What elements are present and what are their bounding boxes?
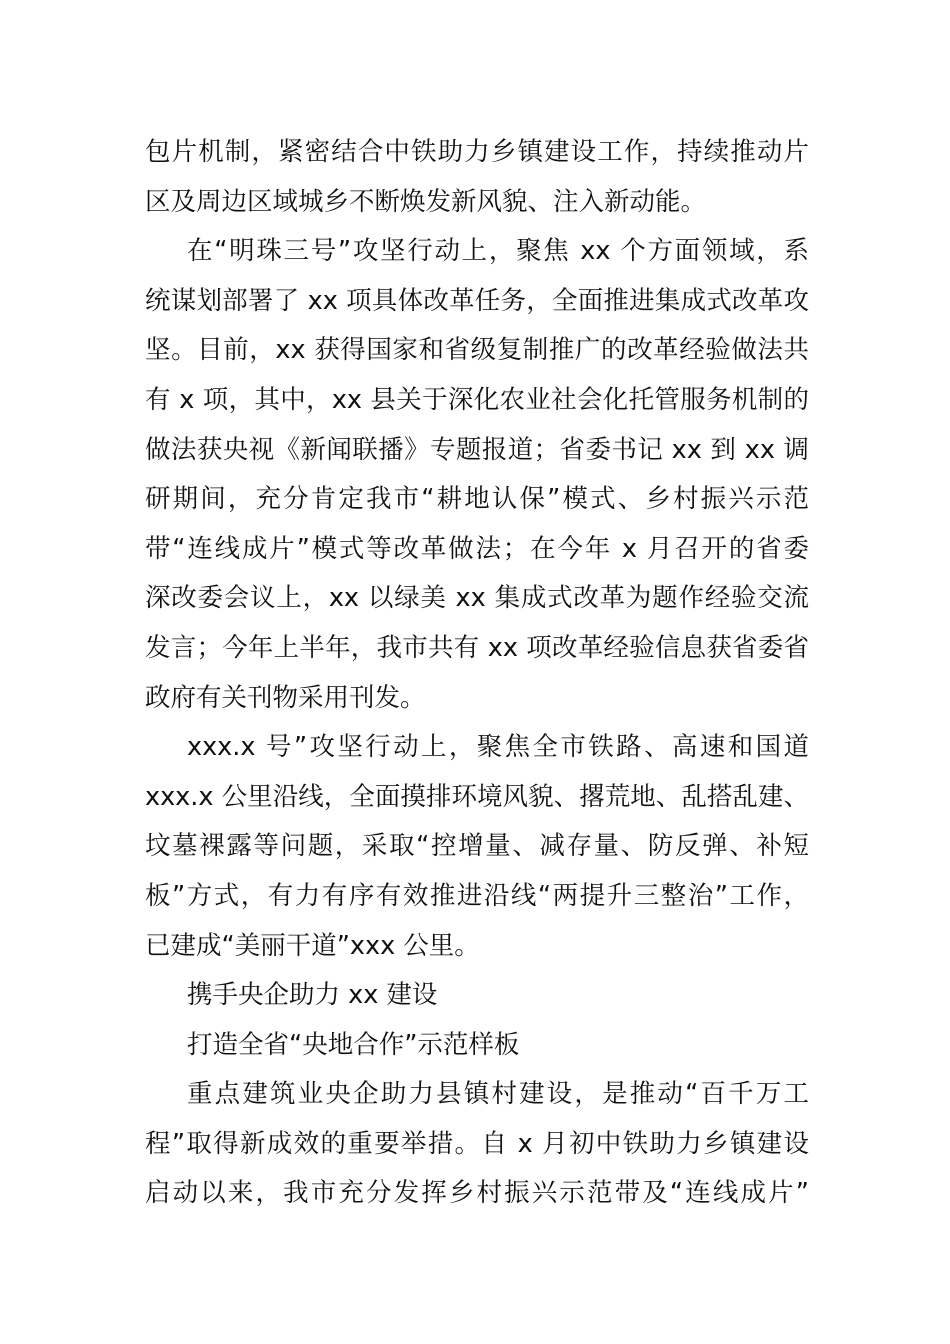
text-line: 启动以来，我市充分发挥乡村振兴示范带及“连线成片” [145, 1178, 809, 1209]
text-line: 研期间，充分肯定我市“耕地认保”模式、乡村振兴示范 [145, 484, 809, 515]
text-line: 坚。目前，xx 获得国家和省级复制推广的改革经验做法共 [145, 335, 809, 366]
section-heading: 携手央企助力 xx 建设 [187, 980, 438, 1011]
section-heading: 打造全省“央地合作”示范样板 [187, 1029, 520, 1060]
paragraph-first-line: xxx.x 号”攻坚行动上，聚焦全市铁路、高速和国道 [187, 732, 809, 763]
text-line: xxx.x 公里沿线，全面摸排环境风貌、撂荒地、乱搭乱建、 [145, 781, 809, 812]
text-line: 有 x 项，其中，xx 县关于深化农业社会化托管服务机制的 [145, 384, 809, 415]
text-line: 深改委会议上，xx 以绿美 xx 集成式改革为题作经验交流 [145, 583, 809, 614]
text-line: 包片机制，紧密结合中铁助力乡镇建设工作，持续推动片 [145, 137, 809, 167]
paragraph-first-line: 在“明珠三号”攻坚行动上，聚焦 xx 个方面领域，系 [187, 236, 809, 267]
text-line: 坟墓裸露等问题，采取“控增量、减存量、防反弹、补短 [145, 831, 809, 862]
document-body [145, 128, 809, 1219]
text-line: 区及周边区域城乡不断焕发新风貌、注入新动能。 [145, 186, 707, 217]
text-line: 程”取得新成效的重要举措。自 x 月初中铁助力乡镇建设 [145, 1128, 809, 1159]
text-line: 板”方式，有力有序有效推进沿线“两提升三整治”工作， [145, 880, 809, 911]
paragraph-first-line: 重点建筑业央企助力县镇村建设，是推动“百千万工 [187, 1079, 809, 1110]
text-line: 政府有关刊物采用刊发。 [145, 682, 426, 713]
text-line: 已建成“美丽干道”xxx 公里。 [145, 930, 480, 961]
text-line: 发言；今年上半年，我市共有 xx 项改革经验信息获省委省 [145, 632, 809, 663]
text-line: 做法获央视《新闻联播》专题报道；省委书记 xx 到 xx 调 [145, 434, 809, 465]
text-line: 统谋划部署了 xx 项具体改革任务，全面推进集成式改革攻 [145, 285, 809, 316]
text-line: 带“连线成片”模式等改革做法；在今年 x 月召开的省委 [145, 533, 809, 564]
